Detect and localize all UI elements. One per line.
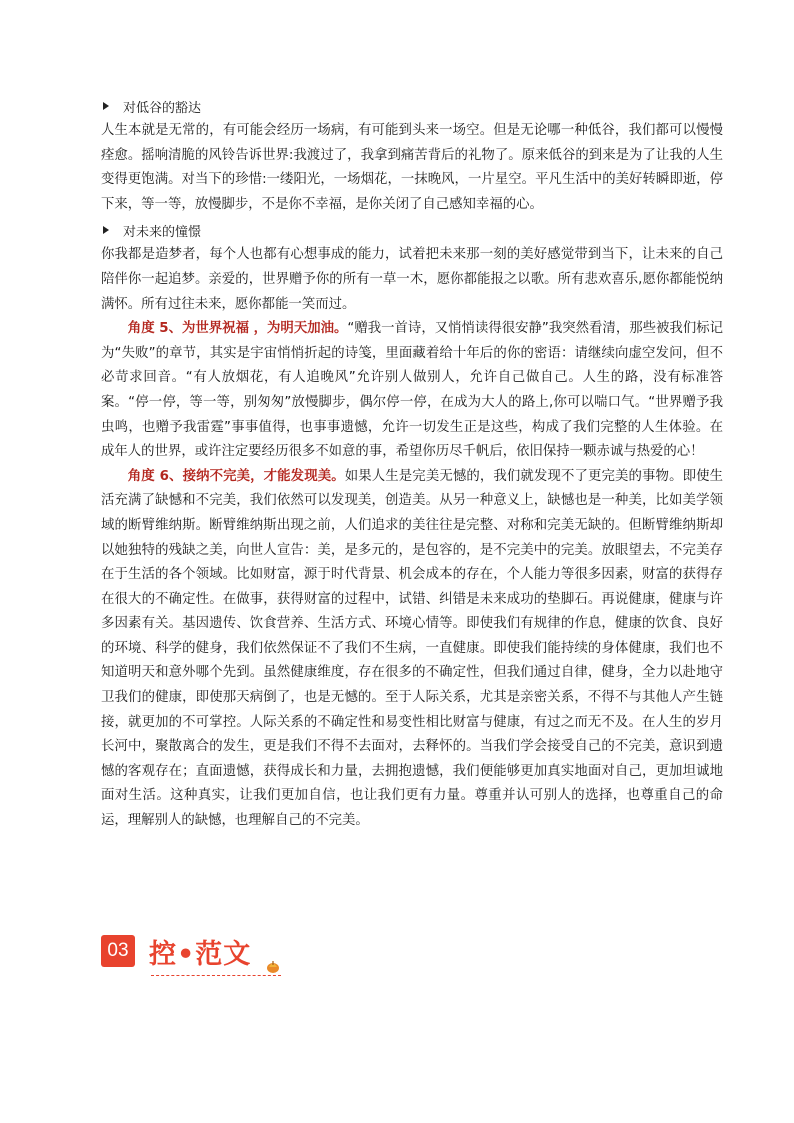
triangle-bullet-icon [103,102,109,110]
angle-5-label: 角度 5、为世界祝福 ，为明天加油。 [127,321,348,337]
triangle-bullet-icon [103,226,109,234]
bullet-heading-valley [101,93,723,119]
paragraph-valley: 人生本就是无常的，有可能会经历一场病，有可能到头来一场空。但是无论哪一种低谷，我们都可以慢慢痊愈。摇响清脆的风铃告诉世界:我渡过了，我拿到痛苦背后的礼物了。原来低谷的到来是为了让我的人生变得更饱满。对当下的珍惜:一缕阳光，一场烟花，一抹晚风，一片星空。平凡生活中的美好转瞬即逝，停下来，等一等，放慢脚步，不是你不幸福，是你关闭了自己感知幸福的心。 [101,123,723,212]
angle-6-label: 角度 6、接纳不完美，才能发现美。 [127,468,345,484]
angle-6-text: 如果人生是完美无憾的，我们就发现不了更完美的事物。即使生活充满了缺憾和不完美，我们依然可以发现美，创造美。从另一种意义上，缺憾也是一种美，比如美学领域的断臂维纳斯。断臂维纳斯出现之前，人们追求的美往往是完整、对称和完美无缺的。但断臂维纳斯却以她独特的残缺之美，向世人宣告：美，是多元的，是包容的，是不完美中的完美。放眼望去，不完美存在于生活的各个领域。比如财富，源于时代背景、机会成本的存在，个人能力等很多因素，财富的获得存在很大的不确定性。在做事，获得财富的过程中，试错、纠错是未来成功的垫脚石。再说健康，健康与许多因素有关。基因遗传、饮食营养、生活方式、环境心情等。即使我们有规律的作息，健康的饮食、良好的环境、科学的健身，我们依然保证不了我们不生病，一直健康。即使我们能持续的身体健康，我们也不知道明天和意外哪个先到。虽然健康维度，存在很多的不确定性，但我们通过自律，健身，全力以赴地守卫我们的健康，即使那天病倒了，也是无憾的。至于人际关系，尤其是亲密关系，不得不与其他人产生链接，就更加的不可掌控。人际关系的不确定性和易变性相比财富与健康，有过之而无不及。在人生的岁月长河中，聚散离合的发生，更是我们不得不去面对，去释怀的。当我们学会接受自己的不完美，意识到遗憾的客观存在；直面遗憾，获得成长和力量，去拥抱遗憾，我们便能够更加真实地面对自己，更加坦诚地面对生活。这种真实，让我们更加自信，也让我们更有力量。尊重并认可别人的选择，也尊重自己的命运，理解别人的缺憾，也理解自己的不完美。 [101,468,723,829]
section-number-badge: 03 [101,935,135,967]
section-title: 控•范文 [149,939,252,970]
paragraph-angle-6 [101,465,723,834]
bullet-heading-future [101,217,723,243]
paragraph-future: 你我都是造梦者，每个人也都有心想事成的能力，试着把未来那一刻的美好感觉带到当下，让未来的自己陪伴你一起追梦。亲爱的，世界赠予你的所有一草一木，愿你都能报之以歌。所有悲欢喜乐,愿你都能悦纳满怀。所有过往未来，愿你都能一笑而过。 [101,247,723,312]
bullet-heading-text: 对未来的憧憬 [123,224,202,240]
article-body [101,93,723,834]
section-header [101,930,301,980]
paragraph-angle-5 [101,317,723,465]
section-underline [151,975,281,976]
angle-5-text: “赠我一首诗，又悄悄读得很安静”我突然看清，那些被我们标记为“失败”的章节，其实是宇宙悄悄折起的诗笺，里面藏着给十年后的你的密语：请继续向虚空发问，但不必苛求回音。“有人放烟花，有人追晚风”允许别人做别人，允许自己做自己。人生的路，没有标准答案。“停一停，等一等，别匆匆”放慢脚步，偶尔停一停，在成为大人的路上,你可以喘口气。“世界赠予我虫鸣，也赠予我雷霆”事事值得，也事事遗憾，允许一切发生正是这些，构成了我们完整的人生体验。在成年人的世界，或许注定要经历很多不如意的事，希望你历尽千帆后，依旧保持一颗赤诚与热爱的心！ [101,321,723,460]
leaf-icon [265,958,281,974]
bullet-heading-text: 对低谷的豁达 [123,100,202,116]
